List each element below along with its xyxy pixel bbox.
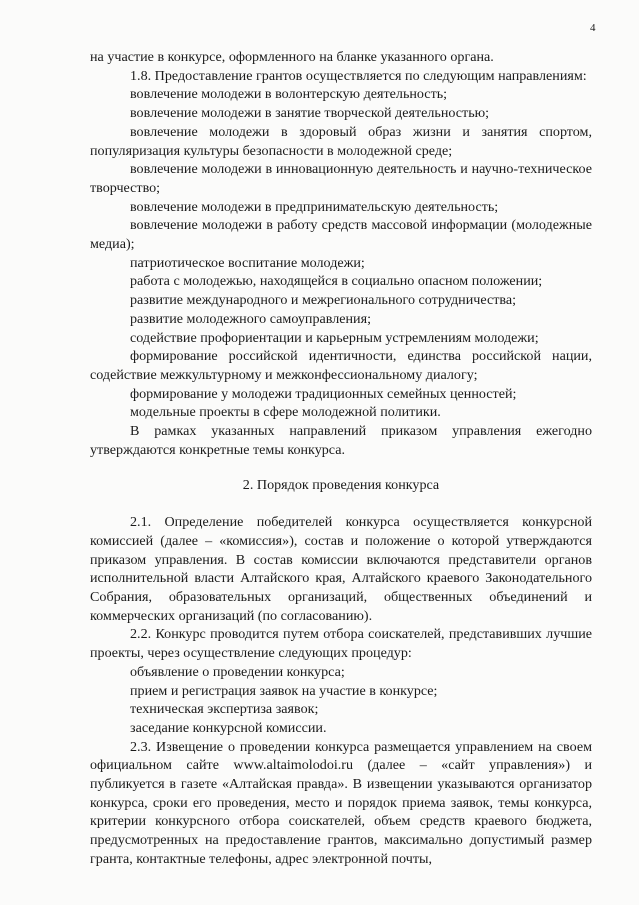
page-number: 4 — [590, 22, 596, 34]
list-item-media: вовлечение молодежи в работу средств массовой информации (молодежные медиа); — [90, 217, 592, 253]
list-item-health-sport: вовлечение молодежи в здоровый образ жизни и занятия спортом, популяризация культуры безопасности в молодежной среде; — [90, 123, 592, 159]
list-item-entrepreneurship: вовлечение молодежи в предпринимательскую деятельность; — [130, 198, 499, 215]
list-item-announcement: объявление о проведении конкурса; — [130, 663, 345, 680]
paragraph-2-3: 2.3. Извещение о проведении конкурса размещается управлением на своем официальном сайте www.altaimolodoi.ru (далее – «сайт управления») и публикуется в газете «Алтайская правда». В извещении указываются организатор конкурса, сроки его проведения, место и порядок приема заявок, темы конкурса, критерии конкурсного отбора соискателей, объем средств краевого бюджета, предусмотренных на предоставление грантов, максимально допустимый размер гранта, контактные телефоны, адрес электронной почты, — [90, 738, 592, 867]
paragraph-2-1: 2.1. Определение победителей конкурса осуществляется конкурсной комиссией (далее – «комиссия»), состав и положение о которой утверждаются приказом управления. В состав комиссии включаются представители органов исполнительной власти Алтайского края, Алтайского краевого Законодательного Собрания, образовательных организаций, общественных объединений и коммерческих организаций (по согласованию). — [90, 514, 592, 624]
list-item-patriotic: патриотическое воспитание молодежи; — [130, 254, 365, 271]
list-item-commission-meeting: заседание конкурсной комиссии. — [130, 719, 327, 736]
list-item-international: развитие международного и межрегионального сотрудничества; — [130, 292, 517, 309]
paragraph-topics: В рамках указанных направлений приказом управления ежегодно утверждаются конкретные темы конкурса. — [90, 423, 592, 458]
list-item-family-values: формирование у молодежи традиционных семейных ценностей; — [130, 385, 517, 402]
paragraph-2-2: 2.2. Конкурс проводится путем отбора соискателей, представивших лучшие проекты, через осуществление следующих процедур: — [90, 626, 592, 662]
list-item-volunteer: вовлечение молодежи в волонтерскую деятельность; — [130, 86, 448, 103]
list-item-identity: формирование российской идентичности, единства российской нации, содействие межкультурному и межконфессиональному диалогу; — [90, 348, 592, 383]
document-body — [90, 48, 592, 869]
list-item-creative: вовлечение молодежи в занятие творческой деятельностью; — [130, 105, 490, 122]
paragraph-continuation: на участие в конкурсе, оформленного на бланке указанного органа. — [90, 49, 494, 65]
list-item-registration: прием и регистрация заявок на участие в конкурсе; — [130, 682, 438, 699]
list-item-innovation: вовлечение молодежи в инновационную деятельность и научно-техническое творчество; — [90, 161, 592, 196]
list-item-model-projects: модельные проекты в сфере молодежной политики. — [130, 404, 441, 421]
paragraph-1-8: 1.8. Предоставление грантов осуществляется по следующим направлениям: — [130, 67, 587, 84]
section-title: 2. Порядок проведения конкурса — [242, 477, 440, 494]
list-item-expertise: техническая экспертиза заявок; — [130, 701, 319, 718]
list-item-social-risk: работа с молодежью, находящейся в социально опасном положении; — [130, 273, 543, 290]
list-item-self-government: развитие молодежного самоуправления; — [130, 310, 371, 327]
list-item-career: содействие профориентации и карьерным устремлениям молодежи; — [130, 329, 539, 346]
